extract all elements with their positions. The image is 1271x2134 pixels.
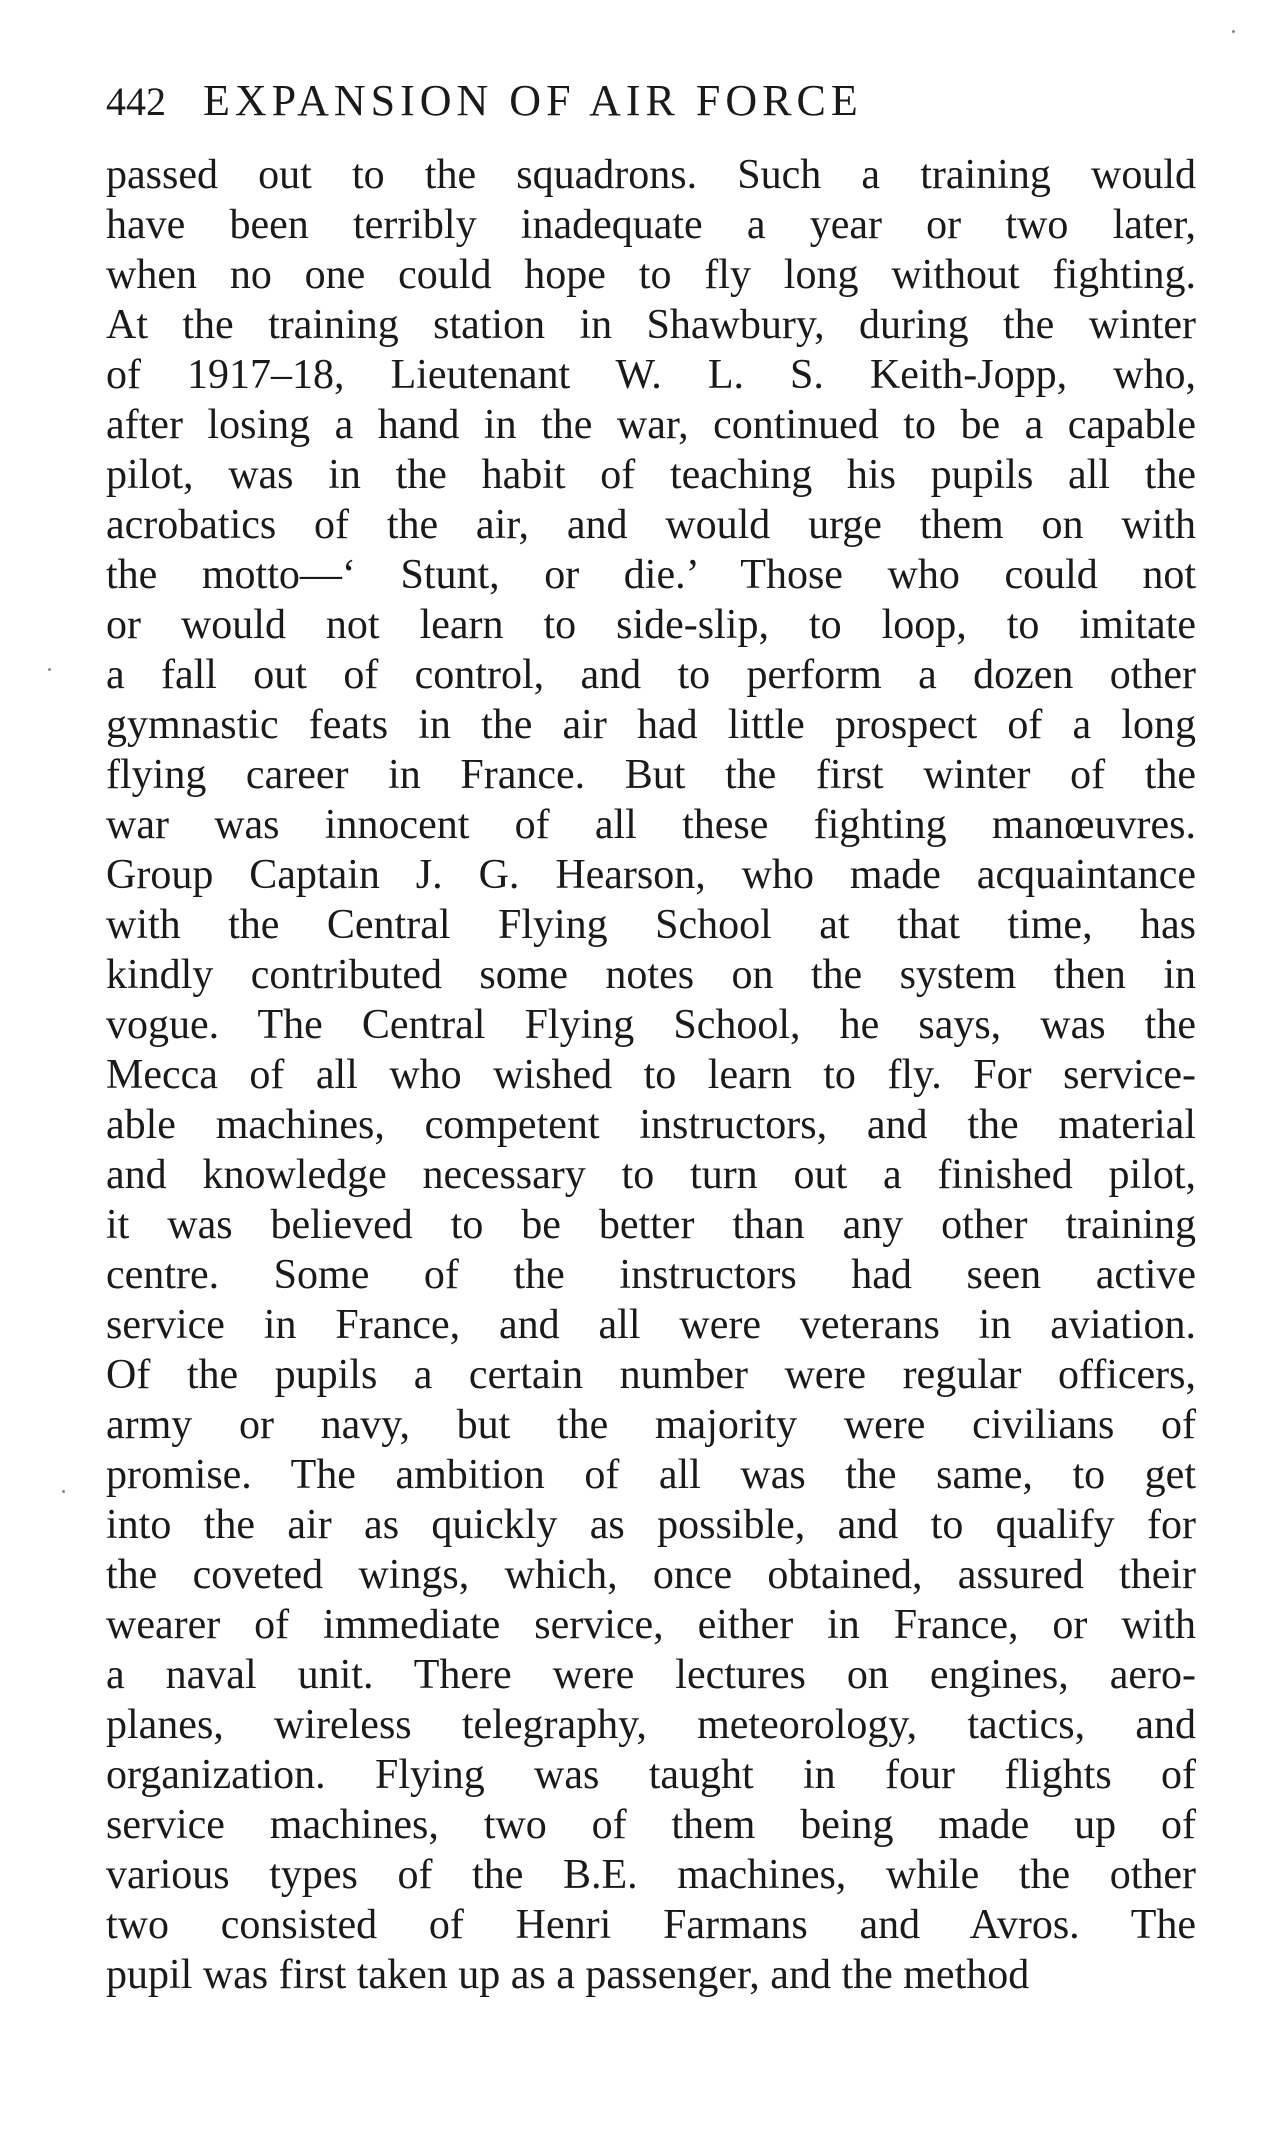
text-line: acrobatics of the air, and would urge them on with <box>106 502 1196 548</box>
text-line: a naval unit. There were lectures on engines, aero- <box>106 1652 1196 1698</box>
text-line: Of the pupils a certain number were regular officers, <box>106 1352 1196 1398</box>
text-line: At the training station in Shawbury, during the winter <box>106 302 1196 348</box>
text-line: able machines, competent instructors, and the material <box>106 1102 1196 1148</box>
text-line: pupil was first taken up as a passenger, and the method <box>106 1952 1030 1998</box>
text-line: kindly contributed some notes on the system then in <box>106 952 1196 998</box>
text-line: the motto—‘ Stunt, or die.’ Those who could not <box>106 552 1196 598</box>
text-line: or would not learn to side-slip, to loop, to imitate <box>106 602 1196 648</box>
text-line: service machines, two of them being made up of <box>106 1802 1196 1848</box>
text-line: into the air as quickly as possible, and to qualify for <box>106 1502 1196 1548</box>
text-line: organization. Flying was taught in four flights of <box>106 1752 1196 1798</box>
text-line: centre. Some of the instructors had seen active <box>106 1252 1196 1298</box>
body-text <box>106 150 1196 2000</box>
text-line: service in France, and all were veterans in aviation. <box>106 1302 1196 1348</box>
text-line: pilot, was in the habit of teaching his pupils all the <box>106 452 1196 498</box>
text-line: two consisted of Henri Farmans and Avros. The <box>106 1902 1196 1948</box>
paper-speck <box>48 668 51 671</box>
paper-speck <box>62 1490 65 1493</box>
running-title: EXPANSION OF AIR FORCE <box>203 76 863 125</box>
text-line: a fall out of control, and to perform a dozen other <box>106 652 1196 698</box>
text-line: when no one could hope to fly long without fighting. <box>106 252 1196 298</box>
text-line: flying career in France. But the first winter of the <box>106 752 1196 798</box>
text-line: the coveted wings, which, once obtained, assured their <box>106 1552 1196 1598</box>
text-line: after losing a hand in the war, continued to be a capable <box>106 402 1196 448</box>
text-line: Group Captain J. G. Hearson, who made acquaintance <box>106 852 1196 898</box>
text-line: planes, wireless telegraphy, meteorology, tactics, and <box>106 1702 1196 1748</box>
running-head <box>106 66 1196 136</box>
page-number: 442 <box>106 79 166 124</box>
text-line: it was believed to be better than any other training <box>106 1202 1196 1248</box>
text-line: gymnastic feats in the air had little prospect of a long <box>106 702 1196 748</box>
text-line: Mecca of all who wished to learn to fly. For service- <box>106 1052 1196 1098</box>
paper-speck <box>1232 30 1235 33</box>
text-line: various types of the B.E. machines, while the other <box>106 1852 1196 1898</box>
text-line: vogue. The Central Flying School, he says, was the <box>106 1002 1196 1048</box>
text-line: of 1917–18, Lieutenant W. L. S. Keith-Jopp, who, <box>106 352 1196 398</box>
text-line: promise. The ambition of all was the same, to get <box>106 1452 1196 1498</box>
text-line: with the Central Flying School at that time, has <box>106 902 1196 948</box>
text-line: and knowledge necessary to turn out a finished pilot, <box>106 1152 1196 1198</box>
text-line: wearer of immediate service, either in France, or with <box>106 1602 1196 1648</box>
text-line: have been terribly inadequate a year or two later, <box>106 202 1196 248</box>
text-line: passed out to the squadrons. Such a training would <box>106 152 1196 198</box>
text-line: war was innocent of all these fighting manœuvres. <box>106 802 1196 848</box>
text-line: army or navy, but the majority were civilians of <box>106 1402 1196 1448</box>
